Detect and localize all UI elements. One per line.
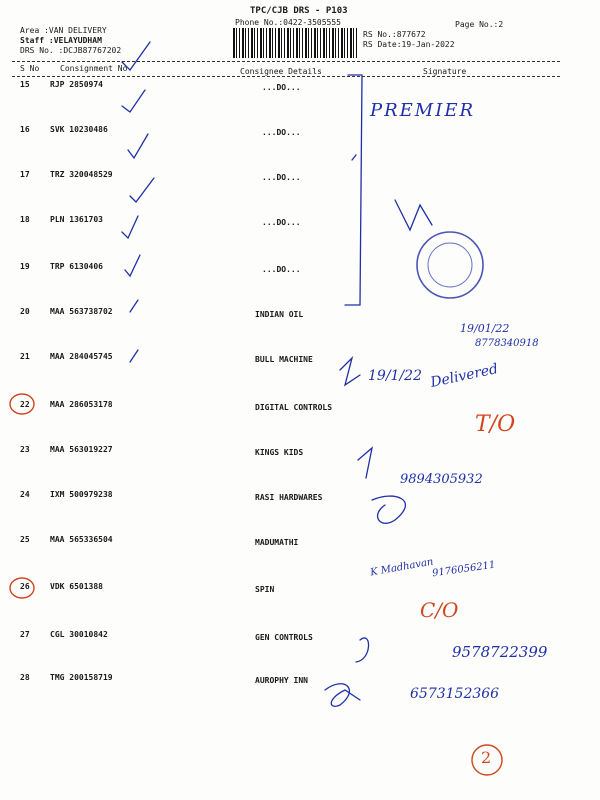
row-consignment-number: MAA 286053178 bbox=[50, 400, 113, 409]
row-consignment-number: TRZ 320048529 bbox=[50, 170, 113, 179]
handwritten-name: K Madhavan bbox=[369, 556, 435, 579]
tick-mark bbox=[128, 134, 148, 158]
tick-mark bbox=[130, 350, 138, 362]
row-sno: 25 bbox=[20, 535, 30, 544]
column-header-sno: S No bbox=[20, 64, 40, 73]
row-consignment-number: IXM 500979238 bbox=[50, 490, 113, 499]
handwritten-delivered: Delivered bbox=[429, 361, 500, 391]
page-number: Page No.:2 bbox=[455, 20, 504, 29]
handwritten-co: C/O bbox=[420, 598, 459, 622]
handwritten-to: T/O bbox=[475, 412, 516, 437]
row-consignee: BULL MACHINE bbox=[255, 355, 313, 364]
phone-number: Phone No.:0422-3505555 bbox=[235, 18, 341, 27]
row-consignment-number: VDK 6501388 bbox=[50, 582, 103, 591]
row-consignee: AUROPHY INN bbox=[255, 676, 308, 685]
signature-stroke bbox=[340, 358, 360, 385]
row-sno: 19 bbox=[20, 262, 30, 271]
handwritten-phone: 8778340918 bbox=[475, 338, 539, 349]
row-consignment-number: MAA 563019227 bbox=[50, 445, 113, 454]
rs-number: RS No.:877672 bbox=[363, 30, 426, 39]
tick-mark bbox=[122, 216, 138, 238]
signature-stroke bbox=[358, 448, 372, 478]
tick-mark bbox=[130, 178, 154, 202]
row-sno: 24 bbox=[20, 490, 30, 499]
row-consignment-number: CGL 30010842 bbox=[50, 630, 108, 639]
row-consignment-number: TRP 6130406 bbox=[50, 262, 103, 271]
row-consignee: MADUMATHI bbox=[255, 538, 299, 547]
row-consignee: DIGITAL CONTROLS bbox=[255, 403, 333, 412]
area-label: Area :VAN DELIVERY bbox=[20, 26, 107, 35]
row-sno: 23 bbox=[20, 445, 30, 454]
row-sno: 26 bbox=[20, 582, 30, 591]
handwritten-date: 19/1/22 bbox=[368, 368, 422, 384]
row-sno: 15 bbox=[20, 80, 30, 89]
staff-label: Staff :VELAYUDHAM bbox=[20, 36, 102, 45]
red-circle-26 bbox=[10, 578, 34, 598]
row-sno: 22 bbox=[20, 400, 30, 409]
company-stamp-inner bbox=[428, 243, 472, 287]
row-consignment-number: SVK 10230486 bbox=[50, 125, 108, 134]
row-consignment-number: PLN 1361703 bbox=[50, 215, 103, 224]
tick-mark bbox=[122, 42, 150, 70]
row-consignment-number: MAA 565336504 bbox=[50, 535, 113, 544]
row-consignee: ...DO... bbox=[262, 83, 301, 92]
handwritten-premier: PREMIER bbox=[370, 100, 476, 121]
rs-date: RS Date:19-Jan-2022 bbox=[363, 40, 455, 49]
row-consignee: GEN CONTROLS bbox=[255, 633, 313, 642]
row-sno: 21 bbox=[20, 352, 30, 361]
row-sno: 18 bbox=[20, 215, 30, 224]
row-sno: 28 bbox=[20, 673, 30, 682]
row-consignee: SPIN bbox=[255, 585, 275, 594]
handwritten-phone: 9894305932 bbox=[400, 472, 483, 487]
signature-stroke bbox=[395, 200, 432, 230]
row-sno: 17 bbox=[20, 170, 30, 179]
handwritten-phone: 9176056211 bbox=[431, 559, 497, 580]
handwritten-page-mark: 2 bbox=[481, 748, 492, 767]
tick-mark bbox=[125, 255, 140, 276]
red-circle-22 bbox=[10, 394, 34, 414]
document-title: TPC/CJB DRS - P103 bbox=[250, 6, 348, 16]
row-consignment-number: MAA 284045745 bbox=[50, 352, 113, 361]
row-consignee: ...DO... bbox=[262, 265, 301, 274]
row-consignment-number: MAA 563738702 bbox=[50, 307, 113, 316]
handwritten-phone: 9578722399 bbox=[452, 643, 548, 661]
row-consignee: RASI HARDWARES bbox=[255, 493, 323, 502]
row-consignment-number: RJP 2850974 bbox=[50, 80, 103, 89]
row-consignee: ...DO... bbox=[262, 218, 301, 227]
row-consignee: KINGS KIDS bbox=[255, 448, 304, 457]
drs-number: DRS No. :DCJB87767202 bbox=[20, 46, 122, 55]
column-header-signature: Signature bbox=[423, 67, 467, 76]
column-header-consignee: Consignee Details bbox=[240, 67, 322, 76]
handwritten-date: 19/01/22 bbox=[460, 322, 510, 335]
bracket-notch bbox=[352, 155, 356, 160]
tick-mark bbox=[122, 90, 145, 112]
row-consignment-number: TMG 200158719 bbox=[50, 673, 113, 682]
row-consignee: ...DO... bbox=[262, 128, 301, 137]
signature-stroke bbox=[372, 496, 405, 523]
tick-mark bbox=[130, 300, 138, 312]
company-stamp bbox=[417, 232, 483, 298]
row-sno: 27 bbox=[20, 630, 30, 639]
column-header-consignment: Consignment No bbox=[60, 64, 128, 73]
row-sno: 20 bbox=[20, 307, 30, 316]
row-sno: 16 bbox=[20, 125, 30, 134]
row-consignee: ...DO... bbox=[262, 173, 301, 182]
bracket bbox=[345, 75, 362, 305]
signature-stroke bbox=[325, 684, 360, 707]
handwritten-phone: 6573152366 bbox=[410, 686, 500, 702]
signature-stroke bbox=[356, 638, 369, 662]
row-consignee: INDIAN OIL bbox=[255, 310, 304, 319]
